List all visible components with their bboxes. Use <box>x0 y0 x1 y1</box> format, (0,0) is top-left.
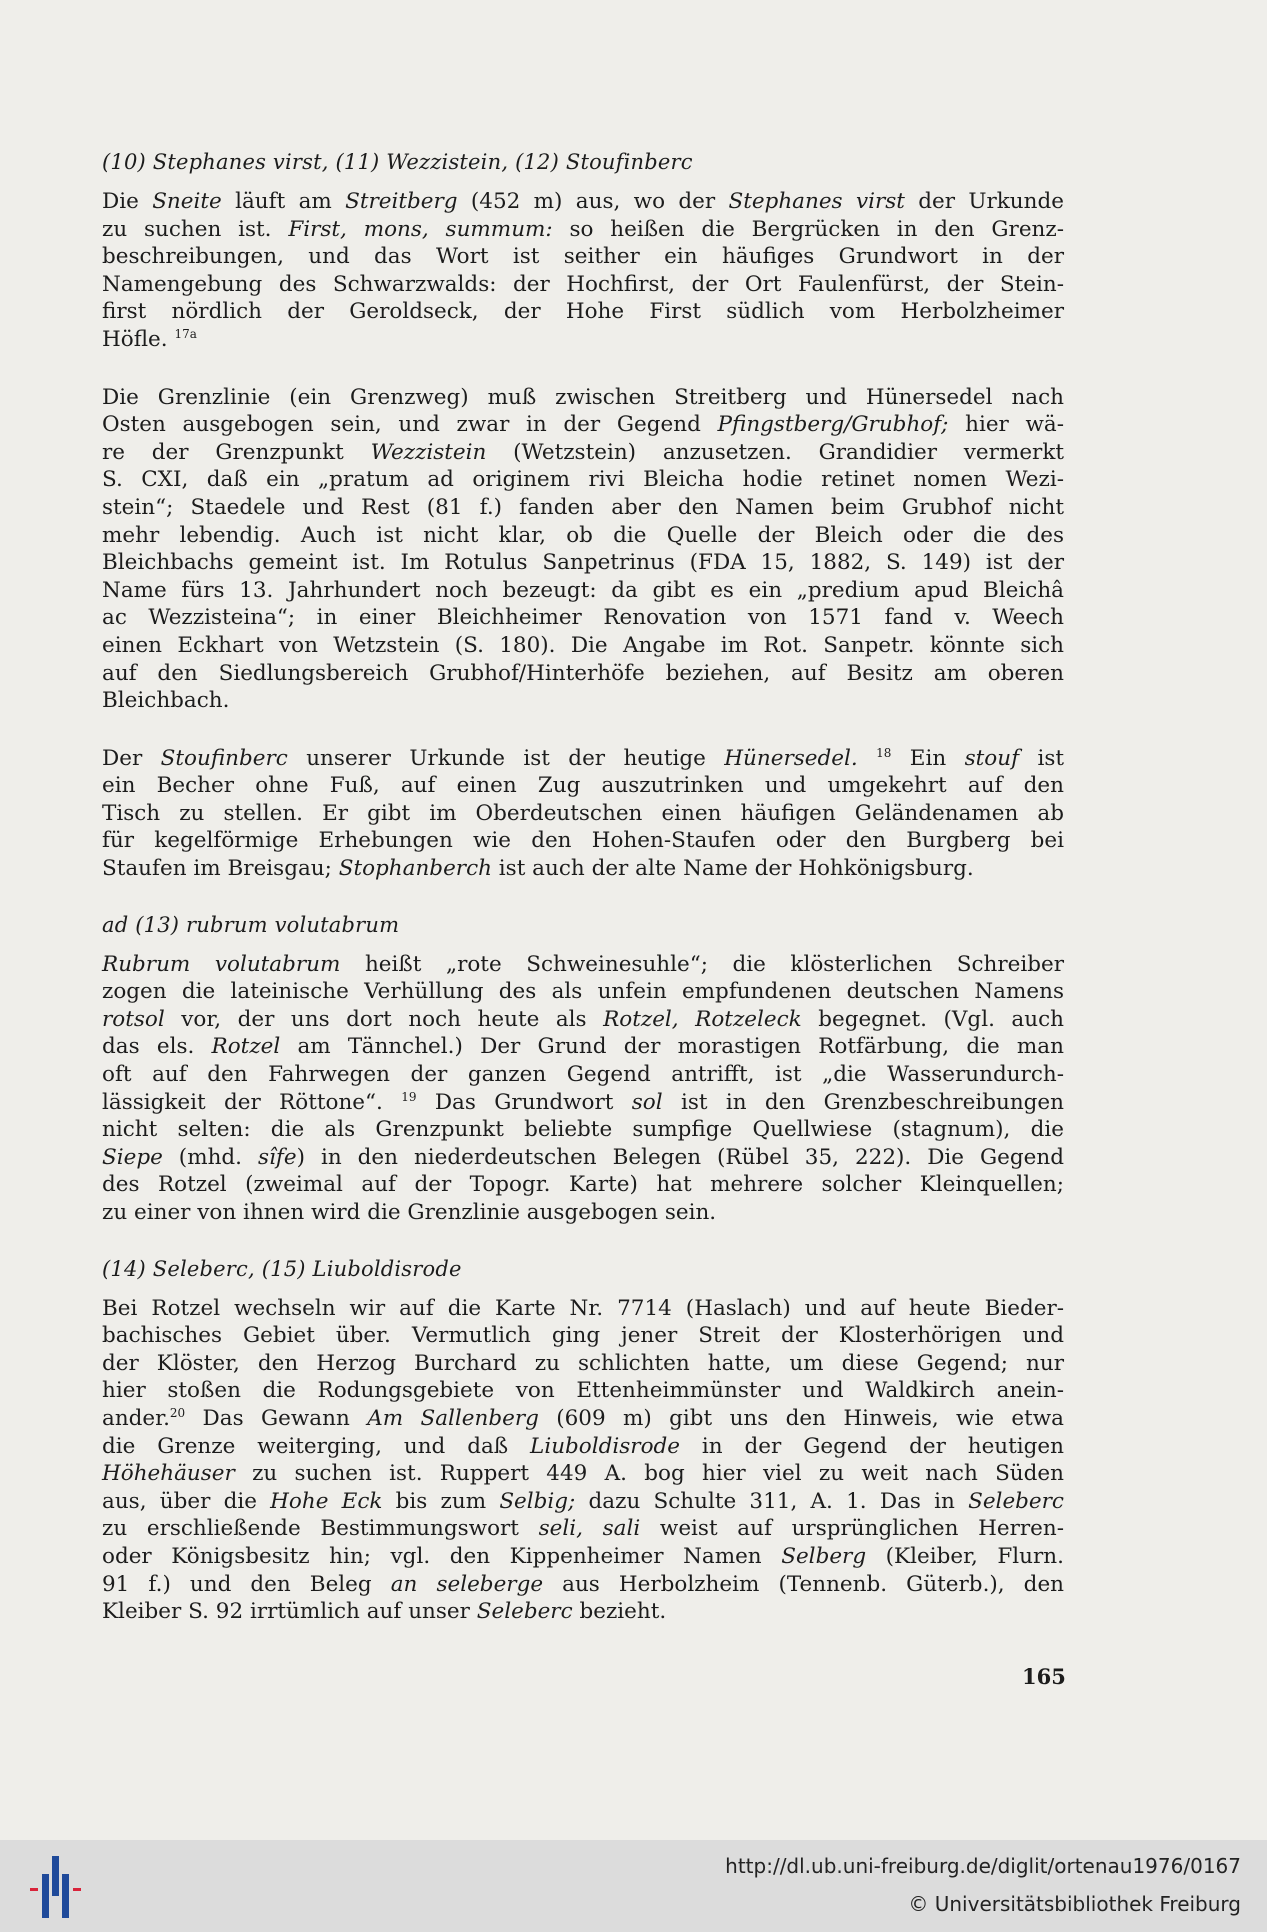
text-run: Staufen im Breisgau; <box>102 856 339 882</box>
text-line <box>102 772 1064 800</box>
text-run: heißt „rote Schweinesuhle“; die klösterlichen Schreiber <box>340 951 1064 977</box>
text-run: unserer Urkunde ist der heutige <box>287 745 725 771</box>
text-run: (mhd. <box>162 1144 258 1170</box>
text-line <box>102 1116 1064 1144</box>
text-run: in der Gegend der heutigen <box>680 1433 1065 1459</box>
italic-term: Pfingstberg/Grubhof; <box>717 412 949 438</box>
text-run: oft auf den Fahrwegen der ganzen Gegend antrifft, ist „die Wasserundurch- <box>102 1062 1064 1088</box>
text-line <box>102 1405 1064 1433</box>
text-line <box>102 411 1064 439</box>
footnote-marker: 20 <box>169 1405 186 1420</box>
text-line <box>102 660 1064 688</box>
text-line <box>102 951 1064 979</box>
text-run: Namengebung des Schwarzwalds: der Hochfirst, der Ort Faulenfürst, der Stein- <box>102 271 1064 297</box>
text-line <box>102 1199 1064 1227</box>
text-run: Kleiber S. 92 irrtümlich auf unser <box>102 1599 477 1625</box>
text-run: zu suchen ist. Ruppert 449 A. bog hier viel zu weit nach Süden <box>234 1461 1064 1487</box>
text-run: Bei Rotzel wechseln wir auf die Karte Nr. 7714 (Haslach) und auf heute Bieder- <box>102 1295 1064 1321</box>
text-run: zu einer von ihnen wird die Grenzlinie ausgebogen sein. <box>102 1200 717 1225</box>
text-run: des Rotzel (zweimal auf der Topogr. Karte) hat mehrere solcher Kleinquellen; <box>102 1172 1064 1198</box>
text-run: Das Gewann <box>185 1405 368 1431</box>
italic-term: Selberg <box>781 1543 867 1569</box>
text-run: der Klöster, den Herzog Burchard zu schlichten hatte, um diese Gegend; nur <box>102 1350 1064 1376</box>
library-logo-icon <box>26 1852 86 1920</box>
text-run: ) in den niederdeutschen Belegen (Rübel 35, 222). Die Gegend <box>296 1144 1065 1170</box>
text-run: zu erschließende Bestimmungswort <box>102 1516 539 1542</box>
paragraph <box>102 951 1064 1227</box>
text-line <box>102 466 1064 494</box>
text-run: Die <box>102 189 153 214</box>
paragraph <box>102 745 1064 883</box>
text-line <box>102 1295 1064 1323</box>
text-run: Die Grenzlinie (ein Grenzweg) muß zwischen Streitberg und Hünersedel nach <box>102 384 1064 410</box>
permalink-link[interactable]: http://dl.ub.uni-freiburg.de/diglit/ortenau1976/0167 <box>725 1854 1241 1878</box>
text-run: aus, über die <box>102 1488 271 1514</box>
text-run: das els. <box>102 1034 212 1060</box>
text-line <box>102 326 1064 354</box>
italic-term: rotsol <box>102 1006 165 1032</box>
text-line <box>102 1433 1064 1461</box>
text-run <box>858 746 876 771</box>
text-line <box>102 745 1064 773</box>
italic-term: Liuboldisrode <box>530 1433 681 1459</box>
italic-term: Höhehäuser <box>102 1461 235 1487</box>
page-body <box>102 150 1064 1656</box>
text-line <box>102 855 1064 883</box>
text-run: Name fürs 13. Jahrhundert noch bezeugt: da gibt es ein „predium apud Bleichâ <box>102 577 1064 603</box>
text-line <box>102 384 1064 412</box>
footnote-marker: 17a <box>174 326 197 341</box>
text-run: zogen die lateinische Verhüllung des als unfein empfundenen deutschen Namens <box>102 979 1064 1005</box>
text-line <box>102 1350 1064 1378</box>
italic-term: Siepe <box>102 1144 163 1170</box>
text-line <box>102 1061 1064 1089</box>
text-line <box>102 243 1064 271</box>
italic-term: Stephanes virst <box>728 189 905 214</box>
text-run: am Tännchel.) Der Grund der morastigen Rotfärbung, die man <box>280 1034 1064 1060</box>
text-run: Ein <box>891 745 965 771</box>
text-run: (452 m) aus, wo der <box>457 189 729 214</box>
italic-term: Streitberg <box>345 189 458 214</box>
text-run: einen Eckhart von Wetzstein (S. 180). Die Angabe im Rot. Sanpetr. könnte sich <box>102 632 1064 658</box>
italic-term: First, mons, summum: <box>288 216 553 242</box>
text-line <box>102 1571 1064 1599</box>
italic-term: sîfe <box>258 1144 297 1170</box>
italic-term: seli, sali <box>538 1516 641 1542</box>
text-line <box>102 800 1064 828</box>
italic-term: Wezzistein <box>370 439 487 465</box>
section-heading: (14) Seleberc, (15) Liuboldisrode <box>102 1256 462 1281</box>
text-run: ist auch der alte Name der Hohkönigsburg. <box>491 856 974 882</box>
section-heading: ad (13) rubrum volutabrum <box>102 912 400 937</box>
text-run: begegnet. (Vgl. auch <box>801 1006 1064 1032</box>
paragraph <box>102 1295 1064 1626</box>
text-run: hier wä- <box>948 412 1064 438</box>
text-line <box>102 1598 1064 1626</box>
text-line <box>102 978 1064 1006</box>
text-run: lässigkeit der Röttone“. <box>102 1089 402 1115</box>
italic-term: Rotzel <box>211 1034 281 1060</box>
text-run: dazu Schulte 311, A. 1. Das in <box>575 1488 969 1514</box>
text-run: Bleichbachs gemeint ist. Im Rotulus Sanpetrinus (FDA 15, 1882, S. 149) ist der <box>102 550 1064 576</box>
italic-term: Seleberc <box>476 1599 573 1625</box>
text-line <box>102 1033 1064 1061</box>
text-line <box>102 1322 1064 1350</box>
text-run: first nördlich der Geroldseck, der Hohe First südlich vom Herbolzheimer <box>102 299 1064 325</box>
text-run: (Kleiber, Flurn. <box>866 1543 1064 1569</box>
text-line <box>102 827 1064 855</box>
text-run: für kegelförmige Erhebungen wie den Hohen-Staufen oder den Burgberg bei <box>102 828 1064 854</box>
text-line <box>102 632 1064 660</box>
text-run: zu suchen ist. <box>102 216 289 242</box>
paragraph <box>102 188 1064 354</box>
copyright-notice: © Universitätsbibliothek Freiburg <box>908 1892 1241 1916</box>
text-line <box>102 1460 1064 1488</box>
text-line <box>102 494 1064 522</box>
italic-term: Rotzel, Rotzeleck <box>603 1006 802 1032</box>
footnote-marker: 18 <box>876 745 892 760</box>
text-run: Bleichbach. <box>102 688 230 714</box>
footer-bar <box>0 1840 1267 1932</box>
text-run: nicht selten: die als Grenzpunkt beliebte sumpfige Quellwiese (stagnum), die <box>102 1117 1064 1143</box>
text-run: 91 f.) und den Beleg <box>102 1571 391 1597</box>
text-line <box>102 439 1064 467</box>
text-line <box>102 1515 1064 1543</box>
text-line <box>102 1543 1064 1571</box>
text-run: weist auf ursprünglichen Herren- <box>640 1516 1064 1542</box>
text-line <box>102 1171 1064 1199</box>
paragraph <box>102 384 1064 715</box>
text-line <box>102 298 1064 326</box>
italic-term: Hohe Eck <box>270 1488 383 1514</box>
text-line <box>102 1089 1064 1117</box>
italic-term: Sneite <box>152 189 222 214</box>
text-run: S. CXI, daß ein „pratum ad originem rivi Bleicha hodie retinet nomen Wezi- <box>102 467 1064 493</box>
italic-term: Am Sallenberg <box>367 1405 539 1431</box>
text-line <box>102 271 1064 299</box>
section-heading: (10) Stephanes virst, (11) Wezzistein, (12) Stoufinberc <box>102 150 693 174</box>
text-run: Tisch zu stellen. Er gibt im Oberdeutschen einen häufigen Geländenamen ab <box>102 800 1064 826</box>
text-run: so heißen die Bergrücken in den Grenz- <box>552 216 1064 242</box>
text-run: ein Becher ohne Fuß, auf einen Zug auszutrinken und umgekehrt auf den <box>102 773 1064 799</box>
text-run: oder Königsbesitz hin; vgl. den Kippenheimer Namen <box>102 1543 782 1569</box>
italic-term: stouf <box>964 745 1020 771</box>
italic-term: Selbig; <box>499 1488 576 1514</box>
text-run: (609 m) gibt uns den Hinweis, wie etwa <box>538 1405 1065 1431</box>
text-run: ist in den Grenzbeschreibungen <box>662 1089 1065 1115</box>
text-run: der Urkunde <box>904 189 1064 214</box>
text-run: läuft am <box>221 189 346 214</box>
italic-term: sol <box>631 1089 663 1115</box>
text-run: ander. <box>102 1405 170 1431</box>
text-run: auf den Siedlungsbereich Grubhof/Hinterhöfe beziehen, auf Besitz am oberen <box>102 660 1064 686</box>
text-line <box>102 604 1064 632</box>
italic-term: Stophanberch <box>338 856 492 882</box>
italic-term: Rubrum volutabrum <box>102 951 341 977</box>
text-line <box>102 1377 1064 1405</box>
text-line <box>102 577 1064 605</box>
text-run: Der <box>102 745 161 771</box>
text-run: stein“; Staedele und Rest (81 f.) fanden aber den Namen beim Grubhof nicht <box>102 494 1064 520</box>
text-run: beschreibungen, und das Wort ist seither ein häufiges Grundwort in der <box>102 244 1064 270</box>
text-run: (Wetzstein) anzusetzen. Grandidier vermerkt <box>486 439 1064 465</box>
text-line <box>102 549 1064 577</box>
italic-term: Hünersedel. <box>724 745 858 771</box>
italic-term: Stoufinberc <box>160 745 288 771</box>
text-run: ist <box>1019 745 1064 771</box>
text-run: die Grenze weiterging, und daß <box>102 1433 531 1459</box>
text-line <box>102 687 1064 715</box>
text-run: hier stoßen die Rodungsgebiete von Ettenheimmünster und Waldkirch anein- <box>102 1378 1064 1404</box>
page-number: 165 <box>1022 1664 1066 1689</box>
text-run: bachisches Gebiet über. Vermutlich ging jener Streit der Klosterhörigen und <box>102 1323 1064 1349</box>
text-line <box>102 188 1064 216</box>
text-run: bezieht. <box>572 1599 667 1625</box>
text-run: vor, der uns dort noch heute als <box>164 1006 604 1032</box>
text-run: Das Grundwort <box>416 1089 632 1115</box>
text-line <box>102 1488 1064 1516</box>
italic-term: Seleberc <box>968 1488 1064 1514</box>
text-run: aus Herbolzheim (Tennenb. Güterb.), den <box>543 1571 1065 1597</box>
text-run: mehr lebendig. Auch ist nicht klar, ob die Quelle der Bleich oder die des <box>102 522 1064 548</box>
footnote-marker: 19 <box>401 1089 417 1104</box>
text-run: Höfle. <box>102 326 175 352</box>
text-run: re der Grenzpunkt <box>102 439 371 465</box>
text-run: ac Wezzisteina“; in einer Bleichheimer Renovation von 1571 fand v. Weech <box>102 605 1064 631</box>
text-line <box>102 1144 1064 1172</box>
text-line <box>102 1006 1064 1034</box>
text-line <box>102 522 1064 550</box>
text-run: Osten ausgebogen sein, und zwar in der Gegend <box>102 412 718 438</box>
text-run: bis zum <box>382 1488 500 1514</box>
text-line <box>102 216 1064 244</box>
italic-term: an seleberge <box>390 1571 544 1597</box>
